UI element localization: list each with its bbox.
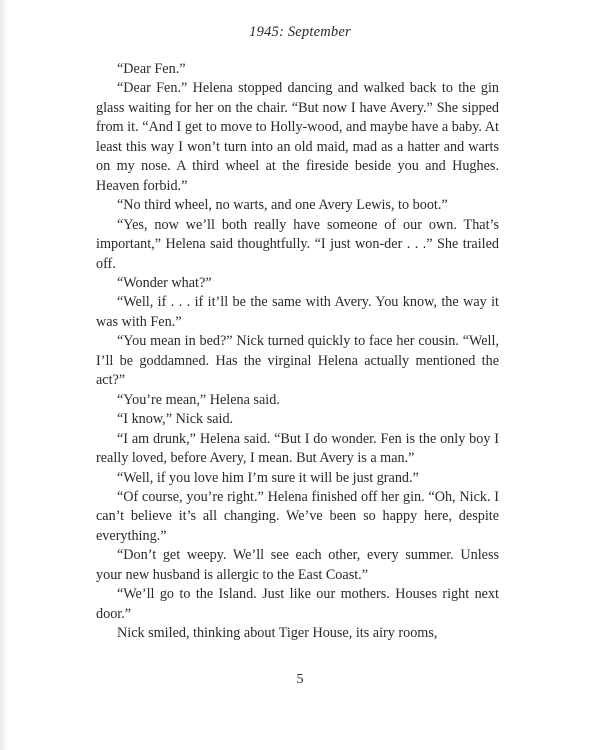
paragraph: “Wonder what?”: [117, 274, 212, 291]
paragraph: “Well, if . . . if it’ll be the same with Avery. You know, the way it was with Fen.”: [96, 294, 499, 330]
paragraph: “We’ll go to the Island. Just like our mothers. Houses right next door.”: [96, 586, 499, 622]
paragraph: Nick smiled, thinking about Tiger House, its airy rooms,: [117, 625, 438, 642]
paragraph: “Dear Fen.”: [117, 61, 186, 77]
body-text: [96, 60, 499, 644]
page-number: 5: [296, 672, 304, 687]
paragraph: “Well, if you love him I’m sure it will be just grand.”: [117, 469, 419, 486]
paragraph: “Yes, now we’ll both really have someone of our own. That’s important,” Helena said thoughtfully. “I just won-der . . .” She trailed off.: [96, 216, 499, 272]
running-head: 1945: September: [249, 24, 351, 40]
paragraph: “Of course, you’re right.” Helena finished off her gin. “Oh, Nick. I can’t believe it’s all changing. We’ve been so happy here, despite everything.”: [96, 488, 499, 544]
page-gutter-shadow: [0, 0, 8, 750]
paragraph: “I know,” Nick said.: [117, 411, 234, 428]
paragraph: “You mean in bed?” Nick turned quickly to face her cousin. “Well, I’ll be goddamned. Has the virginal Helena actually mentioned the act?”: [96, 333, 499, 389]
paragraph: “No third wheel, no warts, and one Avery Lewis, to boot.”: [117, 197, 448, 214]
paragraph: “I am drunk,” Helena said. “But I do wonder. Fen is the only boy I really loved, before Avery, I mean. But Avery is a man.”: [96, 430, 499, 467]
paragraph: “Dear Fen.” Helena stopped dancing and walked back to the gin glass waiting for her on the chair. “But now I have Avery.” She sipped from it. “And I get to move to Holly-wood, and maybe have a baby. At least this way I won’t turn into an old maid, mad as a hatter and warts on my nose. A third wheel at the fireside beside you and Hughes. Heaven forbid.”: [96, 80, 499, 194]
paragraph: “You’re mean,” Helena said.: [117, 391, 280, 408]
paragraph: “Don’t get weepy. We’ll see each other, every summer. Unless your new husband is allergic to the East Coast.”: [96, 547, 499, 583]
